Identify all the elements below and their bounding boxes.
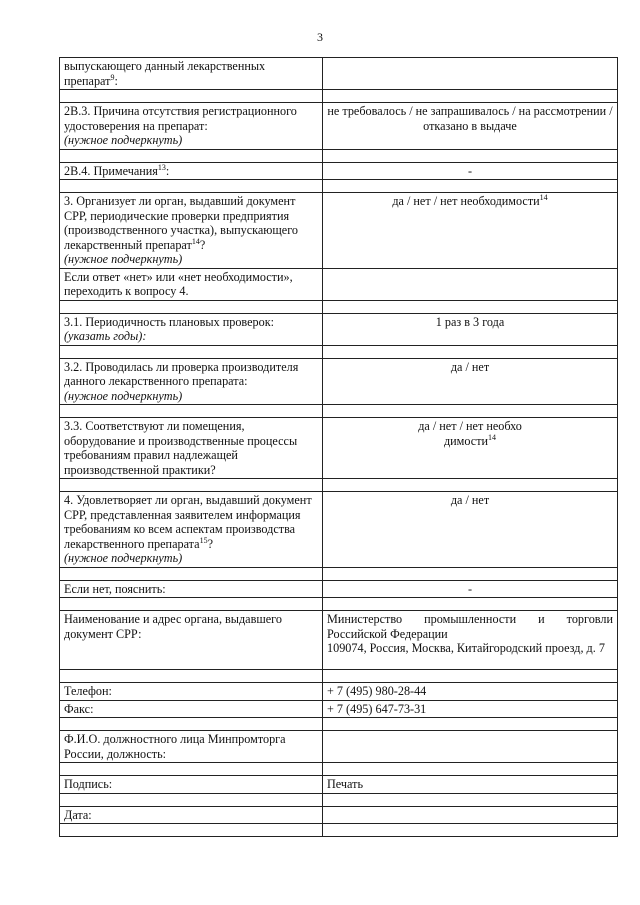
label-text: 3.1. Периодичность плановых проверок: <box>64 314 275 329</box>
spacer-row <box>60 180 618 193</box>
label-cell: Ф.И.О. должностного лица Минпромторга России, должность: <box>60 731 323 763</box>
spacer-row <box>60 479 618 492</box>
table-row <box>60 193 618 269</box>
note-text: (указать годы): <box>64 329 147 343</box>
value-cell[interactable]: + 7 (495) 980-28-44 <box>323 683 618 701</box>
label-tail: : <box>165 163 170 178</box>
table-row <box>60 358 618 405</box>
label-text: 4. Удовлетворяет ли орган, выдавший документ СРР, представленная заявителем информация требованиям ко всем аспектам производства лекарственного препарата <box>64 493 312 551</box>
value-text: 109074, Россия, Москва, Китайгородский проезд, д. 7 <box>327 641 605 655</box>
value-cell[interactable] <box>323 193 618 269</box>
label-cell: Если ответ «нет» или «нет необходимости», переходить к вопросу 4. <box>60 268 323 300</box>
value-text: да / нет / нет необхо <box>418 419 522 433</box>
table-row <box>60 268 618 300</box>
label-cell <box>60 193 323 269</box>
table-row <box>60 58 618 90</box>
table-row <box>60 492 618 568</box>
footnote-ref: 13 <box>157 162 166 172</box>
spacer-row <box>60 90 618 103</box>
spacer-row <box>60 405 618 418</box>
value-cell[interactable] <box>323 418 618 479</box>
footnote-ref: 14 <box>539 192 548 202</box>
table-row <box>60 731 618 763</box>
label-text: 3.2. Проводилась ли проверка производителя данного лекарственного препарата: <box>64 359 299 388</box>
value-text: да / нет / нет необходимости <box>392 194 540 208</box>
label-cell: Дата: <box>60 806 323 824</box>
spacer-row <box>60 300 618 313</box>
spacer-row <box>60 598 618 611</box>
spacer-row <box>60 824 618 837</box>
label-cell <box>60 358 323 405</box>
note-text: (нужное подчеркнуть) <box>64 252 183 266</box>
value-cell[interactable] <box>323 58 618 90</box>
value-cell[interactable]: + 7 (495) 647-73-31 <box>323 700 618 718</box>
value-cell[interactable]: не требовалось / не запрашивалось / на рассмотрении / отказано в выдаче <box>323 103 618 150</box>
label-text: 2В.3. Причина отсутствия регистрационного удостоверения на препарат: <box>64 104 297 133</box>
value-text: димости <box>443 433 489 448</box>
label-tail: ? <box>199 237 206 252</box>
value-cell[interactable] <box>323 268 618 300</box>
spacer-row <box>60 793 618 806</box>
value-cell[interactable]: Печать <box>323 776 618 794</box>
value-cell[interactable]: 1 раз в 3 года <box>323 313 618 345</box>
spacer-row <box>60 567 618 580</box>
note-text: (нужное подчеркнуть) <box>64 388 183 403</box>
value-cell[interactable] <box>323 806 618 824</box>
label-cell: Факс: <box>60 700 323 718</box>
page-number: 3 <box>317 30 323 44</box>
spacer-row <box>60 345 618 358</box>
spacer-row <box>60 149 618 162</box>
certificate-form-table <box>59 57 618 837</box>
table-row <box>60 162 618 180</box>
label-tail: : <box>114 73 118 88</box>
value-cell[interactable] <box>323 611 618 670</box>
label-cell: Подпись: <box>60 776 323 794</box>
label-cell: Наименование и адрес органа, выдавшего документ СРР: <box>60 611 323 670</box>
spacer-row <box>60 763 618 776</box>
table-row <box>60 611 618 670</box>
label-text: 3. Организует ли орган, выдавший документ СРР, периодические проверки предприятия (производственного участка), выпускающего лекарственный препарат <box>64 194 298 252</box>
label-cell <box>60 492 323 568</box>
note-text: (нужное подчеркнуть) <box>64 551 183 565</box>
label-cell: Если нет, пояснить: <box>60 580 323 598</box>
value-cell[interactable]: - <box>323 162 618 180</box>
value-cell[interactable]: да / нет <box>323 492 618 568</box>
table-row <box>60 700 618 718</box>
footnote-ref: 15 <box>199 535 208 545</box>
value-text: Министерство промышленности и торговли <box>327 612 613 626</box>
footnote-ref: 14 <box>191 236 200 246</box>
spacer-row <box>60 670 618 683</box>
label-text: выпускающего данный лекарственных препарат <box>64 59 266 88</box>
label-cell <box>60 313 323 345</box>
footnote-ref: 14 <box>488 432 497 442</box>
spacer-row <box>60 718 618 731</box>
table-row <box>60 806 618 824</box>
table-row <box>60 776 618 794</box>
table-row <box>60 103 618 150</box>
table-row <box>60 418 618 479</box>
table-row <box>60 683 618 701</box>
value-cell[interactable] <box>323 731 618 763</box>
label-cell: Телефон: <box>60 683 323 701</box>
label-cell <box>60 58 323 90</box>
label-cell <box>60 162 323 180</box>
label-cell: 3.3. Соответствуют ли помещения, оборудование и производственные процессы требованиям правил надлежащей производственной практики? <box>60 418 323 479</box>
note-text: (нужное подчеркнуть) <box>64 133 183 147</box>
value-cell[interactable]: да / нет <box>323 358 618 405</box>
table-row <box>60 580 618 598</box>
table-row <box>60 313 618 345</box>
label-text: 2В.4. Примечания <box>64 163 158 178</box>
label-cell <box>60 103 323 150</box>
footnote-ref: 9 <box>110 72 115 82</box>
label-tail: ? <box>207 536 213 551</box>
value-text: Российской Федерации <box>327 626 448 641</box>
value-cell[interactable]: - <box>323 580 618 598</box>
